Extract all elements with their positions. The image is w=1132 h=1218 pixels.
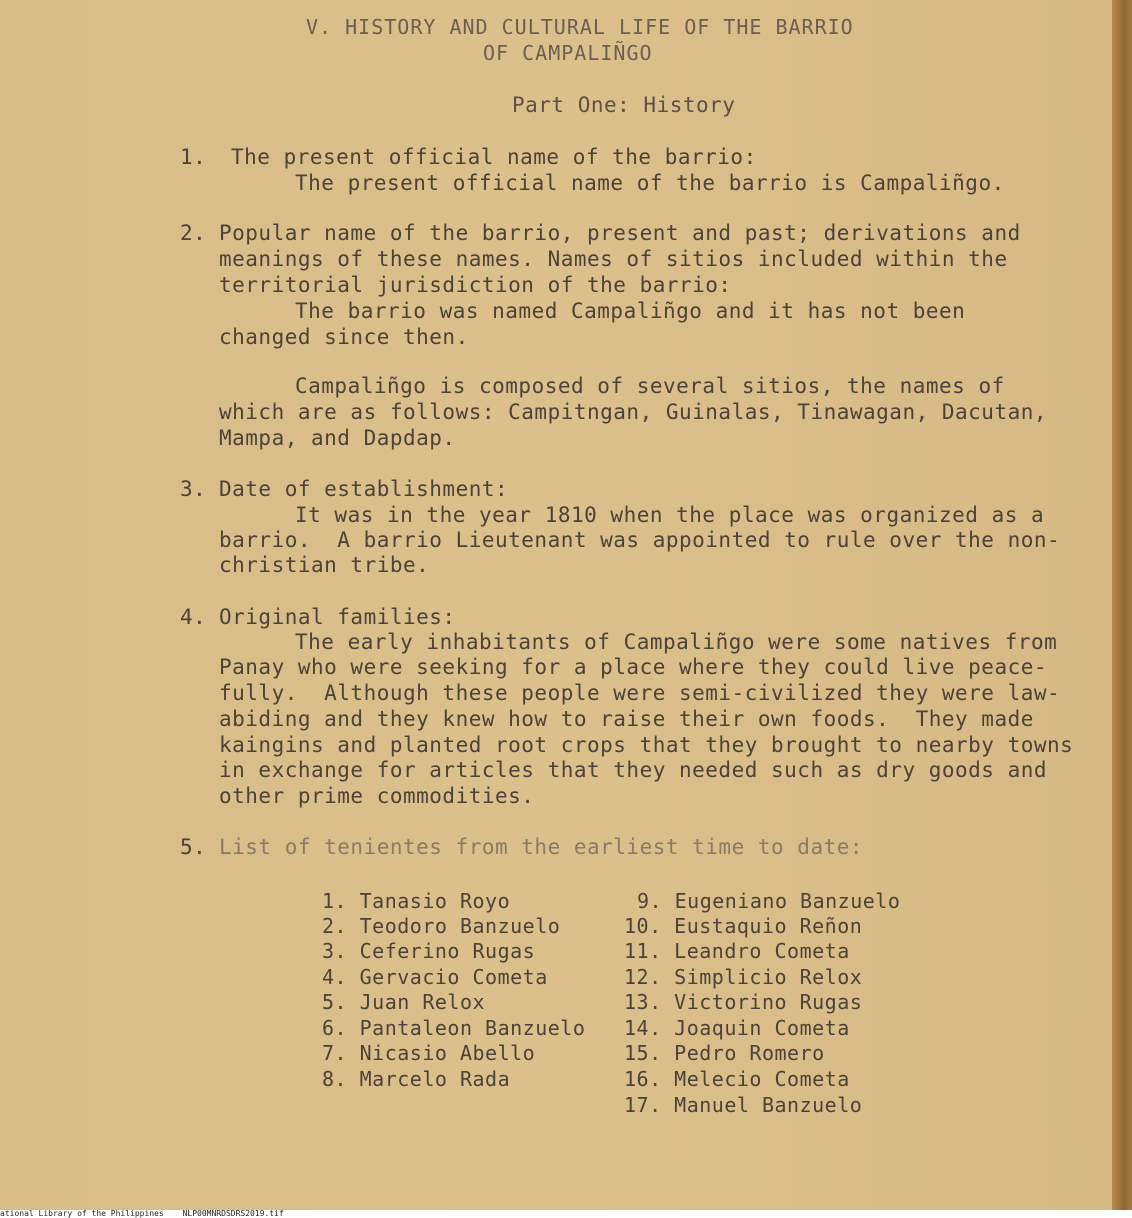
teniente-left-2: 2. Teodoro Banzuelo <box>322 914 561 938</box>
teniente-left-1: 1. Tanasio Royo <box>322 889 511 913</box>
teniente-left-4: 4. Gervacio Cometa <box>322 965 548 989</box>
q1-answer: The present official name of the barrio is Campaliñgo. <box>295 171 1005 195</box>
teniente-right-16: 16. Melecio Cometa <box>624 1067 850 1091</box>
q2-answer2-line1: Campaliñgo is composed of several sitios, the names of <box>295 374 1005 398</box>
q4-number: 4. <box>180 605 207 629</box>
teniente-left-6: 6. Pantaleon Banzuelo <box>322 1016 586 1040</box>
q4-answer-line2: Panay who were seeking for a place where they could live peace- <box>219 655 1048 679</box>
teniente-left-5: 5. Juan Relox <box>322 990 486 1014</box>
part-heading: Part One: History <box>512 93 736 117</box>
q2-answer-line2: changed since then. <box>219 325 469 349</box>
q3-answer-line2: barrio. A barrio Lieutenant was appointed to rule over the non- <box>219 528 1061 552</box>
q2-question-line1: Popular name of the barrio, present and past; derivations and <box>219 221 1021 245</box>
q3-answer-line3: christian tribe. <box>219 553 430 577</box>
q2-answer-line1: The barrio was named Campaliñgo and it has not been <box>295 299 966 323</box>
footer-file: NLP00MNRDSDRS2019.tif <box>182 1209 284 1218</box>
q3-question: Date of establishment: <box>219 477 509 501</box>
document-title-line2: OF CAMPALIÑGO <box>483 41 653 65</box>
teniente-left-3: 3. Ceferino Rugas <box>322 939 536 963</box>
q4-question: Original families: <box>219 605 456 629</box>
q2-number: 2. <box>180 221 207 245</box>
q1-number: 1. <box>180 145 207 169</box>
q4-answer-line5: kaingins and planted root crops that they brought to nearby towns <box>219 733 1074 757</box>
teniente-right-9: 9. Eugeniano Banzuelo <box>637 889 901 913</box>
scan-footer <box>0 1210 1132 1218</box>
teniente-right-15: 15. Pedro Romero <box>624 1041 825 1065</box>
q3-answer-line1: It was in the year 1810 when the place was organized as a <box>295 503 1045 527</box>
q5-question: List of tenientes from the earliest time to date: <box>219 835 864 859</box>
teniente-right-13: 13. Victorino Rugas <box>624 990 863 1014</box>
q4-answer-line3: fully. Although these people were semi-civilized they were law- <box>219 681 1061 705</box>
q4-answer-line1: The early inhabitants of Campaliñgo were some natives from <box>295 630 1058 654</box>
q1-question: The present official name of the barrio: <box>231 145 757 169</box>
q2-question-line3: territorial jurisdiction of the barrio: <box>219 273 732 297</box>
teniente-left-8: 8. Marcelo Rada <box>322 1067 511 1091</box>
page-binding-edge <box>1112 0 1132 1212</box>
q2-answer2-line2: which are as follows: Campitngan, Guinalas, Tinawagan, Dacutan, <box>219 400 1048 424</box>
teniente-right-10: 10. Eustaquio Reñon <box>624 914 863 938</box>
teniente-right-12: 12. Simplicio Relox <box>624 965 863 989</box>
q2-question-line2: meanings of these names. Names of sitios included within the <box>219 247 1008 271</box>
q4-answer-line7: other prime commodities. <box>219 784 535 808</box>
q4-answer-line6: in exchange for articles that they needed such as dry goods and <box>219 758 1048 782</box>
q5-number: 5. <box>180 835 207 859</box>
footer-library: ational Library of the Philippines <box>0 1209 164 1218</box>
teniente-right-17: 17. Manuel Banzuelo <box>624 1093 863 1117</box>
teniente-left-7: 7. Nicasio Abello <box>322 1041 536 1065</box>
document-title-line1: V. HISTORY AND CULTURAL LIFE OF THE BARRIO <box>306 15 854 39</box>
q2-answer2-line3: Mampa, and Dapdap. <box>219 426 456 450</box>
q4-answer-line4: abiding and they knew how to raise their own foods. They made <box>219 707 1034 731</box>
teniente-right-14: 14. Joaquin Cometa <box>624 1016 850 1040</box>
q3-number: 3. <box>180 477 207 501</box>
teniente-right-11: 11. Leandro Cometa <box>624 939 850 963</box>
